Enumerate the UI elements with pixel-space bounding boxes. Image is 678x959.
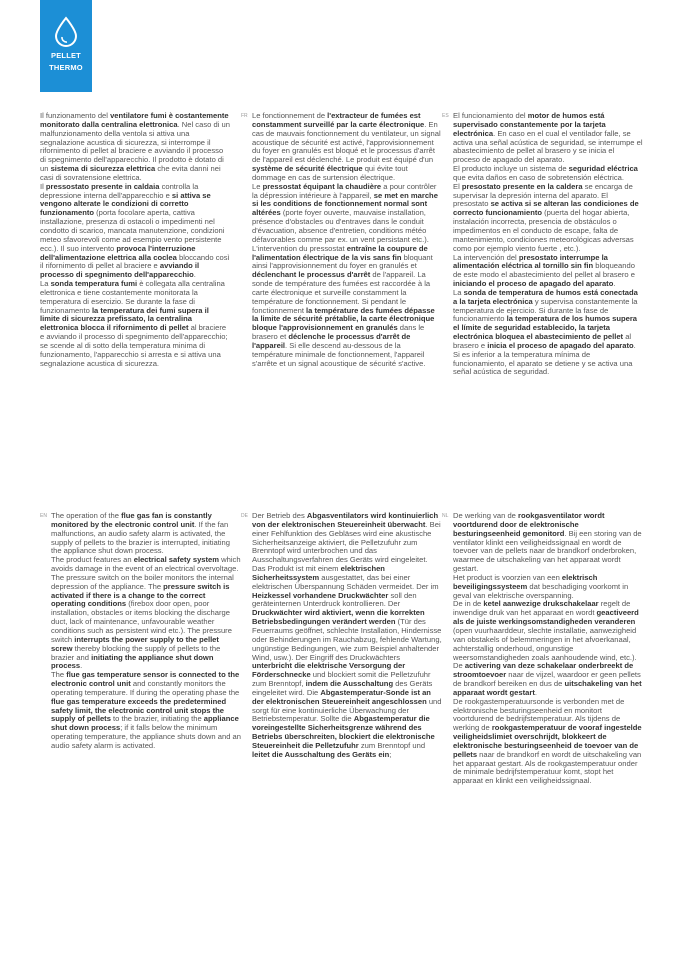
text-run: El producto incluye un sistema de (453, 164, 569, 174)
text-run: which avoids damage in the event of an electrical overvoltage. (51, 555, 241, 574)
text-run: De werking van de (453, 511, 519, 520)
paragraph (252, 183, 442, 369)
text-run: La (453, 287, 464, 297)
text-run: The operation of the (51, 511, 122, 520)
text-run: al brasero e (453, 332, 632, 350)
bold-text: interrupts the power supply to the pellet screw (51, 634, 219, 653)
bold-text: Abgasventilators wird kontinuierlich von der elektronischen Steuereinheit überwacht (252, 511, 439, 529)
bold-text: la température des fumées dépasse la limite de sécurité prétablie, la carte électronique bloque l'approvisionnement en granulés (252, 305, 435, 333)
bold-text: pressure switch is activated if there is a change to the correct operating conditions (51, 581, 230, 609)
bold-text: déclenche le processus d'arrêt de l'appareil (252, 332, 411, 350)
column-it (40, 112, 230, 472)
paragraph (453, 165, 643, 183)
text-run: The (51, 670, 67, 680)
text-run: El funcionamiento del (453, 111, 528, 120)
bold-text: appliance shut down process (51, 714, 239, 733)
text-run: . Bij een storing van de ventilator klinkt een veiligheidssignaal en wordt de toevoer van de pellets naar de brandkorf onderbroken, waarmee de uitschakeling van het apparaat wordt gestart. (453, 528, 642, 574)
bold-text: flue gas fan is constantly monitored by the electronic control unit (51, 511, 212, 529)
paragraph (453, 600, 643, 697)
bold-text: geactiveerd als de juiste werkingsomstandigheden veranderen (453, 608, 639, 627)
language-tag: EN (40, 513, 47, 519)
text-run: El (453, 181, 462, 191)
bold-text: sonda de temperatura de humos está conectada a la tarjeta electrónica (453, 287, 638, 306)
text-run: a pour contrôler la dépression intérieure à l'appareil, (252, 181, 437, 200)
paragraph (453, 254, 643, 289)
text-run: Der Betrieb des (252, 511, 307, 520)
bold-text: sonda temperatura fumi (50, 279, 138, 289)
text-run: Il (40, 181, 46, 191)
text-run: des Geräts eingeleitet wird. Die (252, 679, 433, 697)
paragraph (453, 512, 643, 574)
bold-text: presostato presente en la caldera (461, 181, 583, 191)
bold-text: Heizkessel vorhandene Druckwächter (252, 590, 389, 600)
text-run: . En cas de mauvais fonctionnement du ventilateur, un signal acoustique de sécurité est activé, l'approvisionnement du foyer en granulés est bloqué et le processus d'arrêt de l'appareil est déclenché. Le produit est équipé d'un (252, 119, 441, 165)
text-run: ; if it falls below the minimum operating temperature, the appliance shuts down and an audio safety alarm is activated. (51, 723, 241, 750)
paragraph (51, 556, 241, 574)
text-run: Le fonctionnement de (252, 111, 328, 120)
text-run: (porte foyer ouverte, mauvaise installation, présence d'obstacles ou d'entraves dans le conduit d'évacuation, absence d'entretien, conditions météo défavorables comme par ex. un vent persistant etc.). L'intervention du pressostat (252, 208, 429, 253)
text-run: . Nel caso di un malfunzionamento della ventola si attiva una segnalazione acustica di sicurezza, si interrompe il rifornimento di pellet al braciere e avviando il processo di spegnimento dell'apparecchio. Il prodotto è dotato di un (40, 119, 230, 174)
language-tag: NL (442, 513, 449, 519)
language-tag: DE (241, 513, 248, 519)
text-run: dans le brasero et (252, 323, 425, 342)
text-run: bloqueando de este modo el abastecimiento del pellet al brasero e (453, 261, 635, 280)
badge-label-line2: THERMO (49, 63, 83, 72)
text-run: bloquant ainsi l'approvisionnement du foyer en granulés et (252, 252, 433, 271)
text-run: . Si es inferior a la temperatura mínima de funcionamiento, el aparato se detiene y se activa una señal acústica de seguridad. (453, 340, 636, 377)
text-run: ausgestattet, das bei einer elektrischen Überspannung Schäden vermeidet. Der im (252, 572, 439, 591)
text-run: y supervisa constantemente la temperatura de ejercicio. Si durante la fase de funcionamiento (453, 296, 638, 324)
text-run: (firebox door open, poor installation, obstacles or items blocking the discharge duct, lack of maintenance, unfavourable weather conditions such as persistent wind etc.). The pressure switch (51, 599, 232, 644)
bold-text: Abgastemperatur-Sonde ist an der elektronischen Steuereinheit angeschlossen (252, 687, 431, 706)
bold-text: flue gas temperature sensor is connected to the electronic control unit (51, 670, 240, 689)
text-run: naar de vijzel, waardoor er geen pellets de brandkorf bereiken en dus de (453, 670, 641, 689)
bold-text: rookgastemperatuur de vooraf ingestelde veiligheidslimiet overschrijdt, blokkeert de elektronische besturingseenheid de toevoer van de pellets (453, 723, 642, 759)
text-run: naar de brandkorf en wordt de uitschakeling van het apparaat gestart. Als de rookgastemperatuur onder de minimale bedrijfstemperatuur komt, stopt het apparaat en klinkt een veiligheidssignaal. (453, 749, 642, 786)
bold-text: unterbricht die elektrische Versorgung der Förderschnecke (252, 661, 406, 680)
column-nl (442, 511, 643, 877)
bold-text: entraîne la coupure de l'alimentation électrique de la vis sans fin (252, 243, 428, 262)
language-tag: FR (241, 113, 248, 119)
text-run: and constantly monitors the operating temperature. If during the operating phase the (51, 679, 240, 697)
text-run: . (193, 270, 196, 280)
bold-text: pressostato presente in caldaia (45, 181, 160, 191)
bold-text: si attiva se vengono alterate le condizioni di corretto funzionamento (40, 190, 211, 218)
badge-label-line1: PELLET (51, 51, 81, 60)
text-run: dat beschadiging voorkomt in geval van elektrische overspanning. (453, 581, 629, 600)
column-fr (241, 111, 442, 502)
pellet-thermo-badge (40, 0, 92, 92)
text-run: regelt de inwendige druk van het apparaat en wordt (453, 599, 631, 618)
bold-text: se activa si se alteran las condiciones de correcto funcionamiento (453, 199, 639, 218)
paragraph (453, 574, 643, 601)
paragraph (51, 574, 241, 671)
text-run: to the brazier, initiating the (110, 714, 204, 724)
paragraph (453, 112, 643, 165)
bold-text: système de sécurité électrique (252, 164, 363, 174)
language-tag: ES (442, 113, 449, 119)
column-de (241, 511, 442, 927)
bold-text: avviando il processo di spegnimento dell'apparecchio (40, 261, 200, 280)
text-run: und blockiert somit die Pelletzufuhr zum Brenntopf, (252, 670, 431, 689)
text-run: The product features an (51, 555, 134, 565)
bold-text: iniciando el proceso de apagado del aparato (453, 279, 614, 289)
text-run: qui évite tout dommage en cas de surtension électrique. (252, 164, 408, 182)
text-run: . If the fan malfunctions, an audio safety alarm is activated, the supply of pellets to the brazier is interrupted, initiating the appliance shut down process. (51, 519, 230, 556)
bold-text: provoca l'interruzione dell'alimentazione elettrica alla coclea (40, 243, 196, 262)
text-run: . En caso en el cual el ventilador falle, se activa una señal acústica de seguridad, se interrumpe el abastecimiento de pellet al brasero y se inicia el proceso de apagado del aparato. (453, 128, 643, 165)
bold-text: Druckwächter wird aktiviert, wenn die korrekten Betriebsbedingungen verändert werden (252, 608, 425, 627)
text-run: Il funzionamento del (40, 111, 111, 120)
bold-text: la temperatura de los humos supera el límite de seguridad establecido, la tarjeta electrónica bloquea el abastecimiento de pellet (453, 314, 638, 342)
bold-text: ketel aanwezige drukschakelaar (483, 599, 599, 609)
paragraph (453, 289, 643, 377)
text-run: è collegata alla centralina elettronica e tiene costantemente monitorata la temperatura di esercizio. Se durante la fase di funzionamento (40, 279, 225, 315)
paragraph (51, 671, 241, 751)
paragraph (453, 183, 643, 254)
bold-text: leitet die Ausschaltung des Geräts ein (252, 749, 390, 759)
text-run: Le (252, 181, 263, 191)
text-run: De rookgastemperatuursonde is verbonden met de elektronische besturingseenheid en monitort voortdurend de bedrijfstemperatuur. Als tijdens de werking de (453, 696, 625, 733)
text-run: Het product is voorzien van een (453, 572, 562, 582)
text-run: (porta focolare aperta, cattiva installazione, presenza di ostacoli o impedimenti nel condotto di scarico, mancata manutenzione, condizioni meteo sfavorevoli come ad esempio vento persistente ecc.). Il suo intervento (40, 208, 225, 253)
text-run: (puerta del hogar abierta, instalación incorrecta, presencia de obstáculos o impedimentos en el conducto de escape, falta de mantenimiento, condiciones meteorológicas adversas como por ejemplo viento fuerte , etc.). (453, 208, 634, 253)
bold-text: uitschakeling van het apparaat wordt gestart (453, 679, 642, 697)
text-run: che evita danni nei casi di sovratensione elettrica. (40, 164, 221, 182)
text-run: se encarga de supervisar la depresión interna del aparato. El presostato (453, 181, 633, 209)
bold-text: l'extracteur de fumées est constamment surveillé par la carte électronique (252, 111, 425, 129)
bold-text: la temperatura dei fumi supera il limite di sicurezza prefissato, la centralina elettronica blocca il rifornimento di pellet (40, 305, 209, 333)
text-run: La intervención del (453, 252, 519, 262)
bold-text: Abgastemperatur die voreingestellte Sicherheitsgrenze während des Betriebs überschreiten, blockiert die elektronische Steuereinheit die Pelletzufuhr (252, 714, 435, 750)
bold-text: pressostat équipant la chaudière (262, 181, 382, 191)
text-run: La (40, 279, 51, 289)
bold-text: inicia el proceso de apagado del aparato (487, 340, 634, 350)
text-run: . (613, 279, 616, 289)
text-run: . (534, 687, 537, 697)
text-run: zum Brenntopf und (358, 740, 426, 750)
column-en (40, 511, 241, 872)
bold-text: elektrischen Sicherheitssystem (252, 564, 385, 582)
paragraph (51, 512, 241, 556)
text-run: thereby blocking the supply of pellets to the brazier and (51, 643, 221, 662)
paragraph (252, 512, 442, 760)
bold-text: déclenchant le processus d'arrêt (252, 270, 371, 280)
paragraph (252, 112, 442, 183)
text-run: (Tür des Feuerraums geöffnet, schlechte Installation, Hindernisse oder Behinderungen im Rauchabzug, fehlende Wartung, ungünstige Bedingungen, wie zum Beispiel anhaltender Wind, usw.). Der Eingriff des Druckwächters (252, 617, 442, 662)
bold-text: sistema di sicurezza elettrica (50, 164, 156, 174)
text-run: controlla la depressione interna dell'apparecchio e (40, 181, 199, 200)
text-run: . Bei einer Fehlfunktion des Gebläses wird eine akustische Sicherheitsanzeige aktiviert, die Pelletzufuhr zum Brenntopf wird unterbrochen und das Ausschaltungsverfahren des Geräts wird eingeleitet. Das Produkt ist mit einem (252, 519, 441, 574)
text-run: (open vuurhaarddeur, slechte installatie, aanwezigheid van obstakels of belemmeringen in het afvoerkanaal, achterstallig onderhoud, ongunstige weersomstandigheden zoals aanhoudende wind, etc.). De (453, 625, 637, 671)
text-run: und sorgt für eine kontinuierliche Überwachung der Betriebstemperatur. Sollte die (252, 696, 442, 724)
text-run: al braciere e avviando il processo di spegnimento dell'apparecchio; se scende al di sotto della temperatura minima di funzionamento, l'apparecchio si arresta e si attiva una segnalazione acustica di sicurezza. (40, 323, 228, 368)
text-run: que evita daños en caso de sobretensión eléctrica. (453, 172, 624, 182)
text-run: soll den geräteinternen Unterdruck kontrollieren. Der (252, 590, 417, 609)
paragraph (40, 112, 230, 183)
text-run: ; (389, 749, 392, 759)
bold-text: electrical safety system (133, 555, 220, 565)
text-run: De in de (453, 599, 484, 609)
text-run: de l'appareil. La sonde de température des fumées est raccordée à la carte électronique et surveille constamment la température de fonctionnement. Si pendant le fonctionnement (252, 270, 431, 315)
column-es (442, 111, 643, 502)
bold-text: motor de humos está supervisado constantemente por la tarjeta electrónica (453, 111, 606, 138)
bold-text: initiating the appliance shut down process (51, 652, 214, 671)
text-run: The pressure switch on the boiler monitors the internal depression of the appliance. The (51, 572, 234, 591)
bold-text: presostato interrumpe la alimentación eléctrica al tornillo sin fin (453, 252, 608, 271)
paragraph (453, 698, 643, 786)
bold-text: rookgasventilator wordt voortdurend door de elektronische besturingseenheid gemonitord (453, 511, 605, 538)
bold-text: flue gas temperature exceeds the predetermined safety limit, the electronic control unit stops the supply of pellets (51, 696, 227, 724)
paragraph (40, 183, 230, 280)
bold-text: seguridad eléctrica (568, 164, 638, 174)
bold-text: activering van deze schakelaar onderbreekt de stroomtoevoer (453, 661, 634, 680)
water-drop-icon (53, 16, 79, 48)
bold-text: se met en marche si les conditions de fonctionnement normal sont altérées (252, 190, 438, 218)
text-run: bloccando così il rifornimento di pellet al braciere e (40, 252, 230, 271)
text-run: . Si elle descend au-dessous de la température minimale de fonctionnement, l'appareil s'arrête et un signal acoustique de sécurité s'active. (252, 340, 426, 368)
bold-text: elektrisch beveiligingssysteem (453, 572, 598, 591)
text-run: . (80, 661, 83, 671)
bold-text: ventilatore fumi è costantemente monitorato dalla centralina elettronica (40, 111, 229, 129)
paragraph (40, 280, 230, 368)
bold-text: indem die Ausschaltung (305, 679, 394, 689)
